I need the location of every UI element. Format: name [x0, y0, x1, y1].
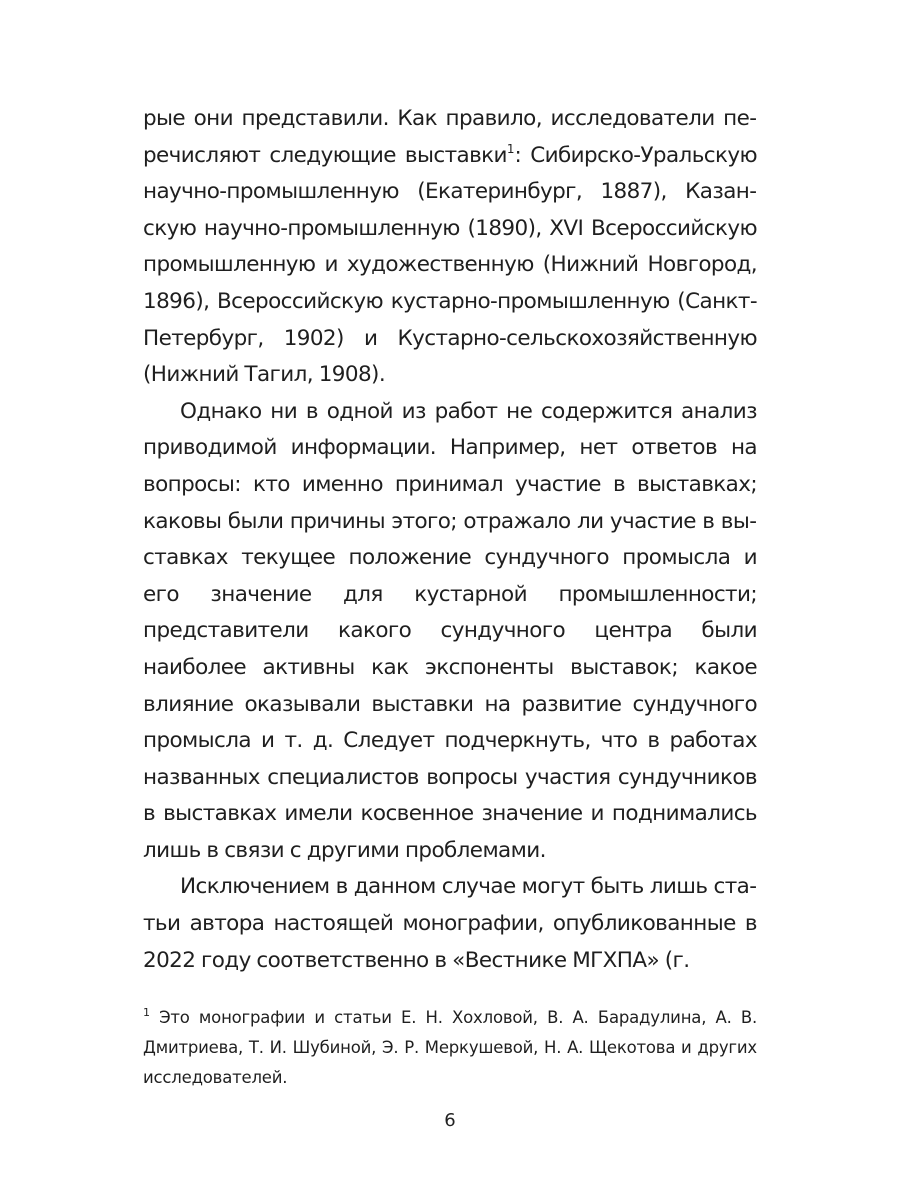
paragraph-1: [143, 101, 757, 394]
footnote-1: [143, 1003, 757, 1093]
footnote-text: Это монографии и статьи Е. Н. Хохловой, В. А. Барадулина, А. В. Дмитриева, Т. И. Шубиной, Э. Р. Меркушевой, Н. А. Щекотова и других исследователей.: [143, 1008, 758, 1087]
paragraph-3: Исключением в данном случае могут быть лишь статьи автора настоящей монографии, опубликованные в 2022 году соответственно в «Вестнике МГХПА» (г.: [143, 874, 757, 973]
page-number: 6: [444, 1110, 456, 1131]
paragraph-1-part1: рые они представили. Как правило, исследователи перечисляют следующие выставки: [143, 106, 757, 168]
footnotes: [143, 1003, 757, 1093]
footnote-reference: 1: [506, 141, 515, 156]
paragraph-2: Однако ни в одной из работ не содержится анализ приводимой информации. Например, нет ответов на вопросы: кто именно принимал участие в выставках; каковы были причины этого; отражало ли участие в выставках текущее положение сундучного промысла и его значение для кустарной промышленности; представители какого сундучного центра были наиболее активны как экспоненты выставок; какое влияние оказывали выставки на развитие сундучного промысла и т. д. Следует подчеркнуть, что в работах названных специалистов вопросы участия сундучников в выставках имели косвенное значение и поднимались лишь в связи с другими проблемами.: [143, 398, 757, 863]
paragraph-1-part2: : Сибирско-Уральскую научно-промышленную (Екатеринбург, 1887), Казанскую научно-промышленную (1890), XVI Всероссийскую промышленную и художественную (Нижний Новгород, 1896), Всероссийскую кустарно-промышленную (Санкт-Петербург, 1902) и Кустарно-сельскохозяйственную (Нижний Тагил, 1908).: [143, 142, 757, 388]
main-text: [143, 101, 757, 979]
footnote-mark: 1: [143, 1006, 150, 1019]
